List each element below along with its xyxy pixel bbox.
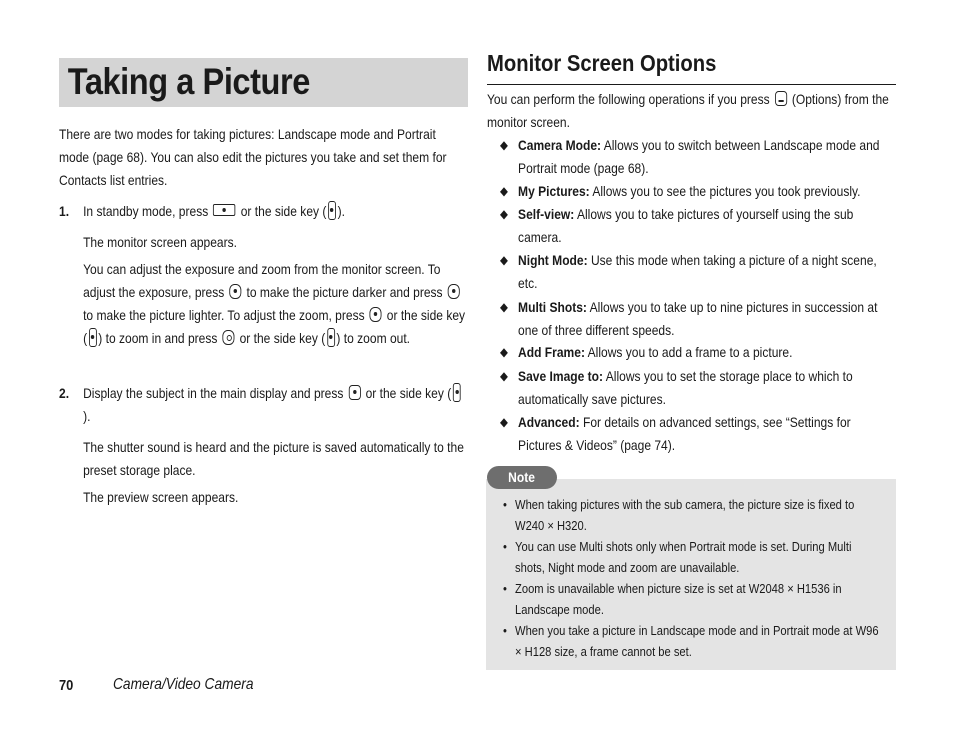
option-camera-mode <box>500 134 896 180</box>
option-desc: Allows you to switch between Landscape mode and Portrait mode (page 68). <box>518 137 880 176</box>
diamond-bullet-icon: ◆ <box>500 138 508 152</box>
step-1-detail <box>83 258 467 350</box>
step-text: You can adjust the exposure and zoom from the monitor screen. To adjust the exposure, press <box>83 261 441 300</box>
bullet-dot-icon: • <box>503 623 507 638</box>
page-number: 70 <box>59 677 74 694</box>
note-item <box>503 620 881 662</box>
heading-rule <box>487 84 896 85</box>
diamond-bullet-icon: ◆ <box>500 207 508 221</box>
left-nav-key-icon <box>229 284 241 299</box>
option-name: Self-view: <box>518 206 575 222</box>
options-intro <box>487 88 896 134</box>
option-advanced <box>500 411 896 457</box>
step-text: ) to zoom in and press <box>98 330 218 346</box>
side-key-up-icon <box>89 328 97 347</box>
option-self-view <box>500 203 896 249</box>
intro-text: You can perform the following operations if you press <box>487 91 770 107</box>
bullet-dot-icon: • <box>503 581 507 596</box>
option-name: Night Mode: <box>518 252 588 268</box>
side-key-icon <box>328 201 336 220</box>
option-desc: Allows you to set the storage place to which to automatically save pictures. <box>518 368 853 407</box>
option-name: Multi Shots: <box>518 299 587 315</box>
note-item <box>503 536 881 578</box>
step-text: or the side key ( <box>83 307 466 346</box>
step-1 <box>59 200 468 350</box>
right-nav-key-icon <box>448 284 460 299</box>
camera-key-icon <box>213 204 235 216</box>
down-nav-key-icon <box>222 330 234 345</box>
center-key-icon <box>348 385 360 400</box>
option-desc: Use this mode when taking a picture of a night scene, etc. <box>518 252 877 291</box>
section-heading: Monitor Screen Options <box>487 50 717 76</box>
step-number: 1. <box>59 203 70 219</box>
option-desc: Allows you to add a frame to a picture. <box>587 344 793 360</box>
note-item <box>503 578 881 620</box>
option-add-frame <box>500 341 896 364</box>
note-text: You can use Multi shots only when Portrait mode is set. During Multi shots, Night mode and zoom are unavailable. <box>515 539 852 575</box>
diamond-bullet-icon: ◆ <box>500 345 508 359</box>
step-2-result-2: The preview screen appears. <box>83 489 239 505</box>
option-multi-shots <box>500 296 896 342</box>
title-banner <box>59 58 468 107</box>
step-2-instruction <box>83 382 467 428</box>
option-desc: Allows you to take pictures of yourself using the sub camera. <box>518 206 854 245</box>
step-1-result: The monitor screen appears. <box>83 234 238 250</box>
note-text: Zoom is unavailable when picture size is set at W2048 × H1536 in Landscape mode. <box>515 581 842 617</box>
diamond-bullet-icon: ◆ <box>500 300 508 314</box>
note-label-text: Note <box>508 469 536 485</box>
step-text: or the side key ( <box>240 203 327 219</box>
note-text: When taking pictures with the sub camera, the picture size is fixed to W240 × H320. <box>515 497 855 533</box>
intro-text: (Options) from the monitor screen. <box>487 91 889 130</box>
step-text: or the side key ( <box>365 385 452 401</box>
up-nav-key-icon <box>370 307 382 322</box>
step-text: to make the picture darker and press <box>246 284 443 300</box>
step-2 <box>59 382 468 509</box>
diamond-bullet-icon: ◆ <box>500 184 508 198</box>
side-key-down-icon <box>327 328 335 347</box>
note-item <box>503 494 881 536</box>
step-text: or the side key ( <box>239 330 326 346</box>
option-desc: Allows you to see the pictures you took previously. <box>592 183 861 199</box>
option-name: Advanced: <box>518 414 580 430</box>
option-name: Save Image to: <box>518 368 604 384</box>
option-desc: Allows you to take up to nine pictures in succession at one of three different speeds. <box>518 299 878 338</box>
note-label <box>487 466 557 489</box>
diamond-bullet-icon: ◆ <box>500 369 508 383</box>
option-desc: For details on advanced settings, see “Settings for Pictures & Videos” (page 74). <box>518 414 851 453</box>
diamond-bullet-icon: ◆ <box>500 415 508 429</box>
note-text: When you take a picture in Landscape mode and in Portrait mode at W96 × H128 size, a frame cannot be set. <box>515 623 879 659</box>
option-night-mode <box>500 249 896 295</box>
option-name: Add Frame: <box>518 344 585 360</box>
step-2-result: The shutter sound is heard and the picture is saved automatically to the preset storage place. <box>83 439 464 478</box>
step-text: ) to zoom out. <box>336 330 411 346</box>
step-text: Display the subject in the main display and press <box>83 385 344 401</box>
options-softkey-icon <box>775 91 787 106</box>
intro-paragraph: There are two modes for taking pictures: Landscape mode and Portrait mode (page 68). You can also edit the pictures you take and set them for Contacts list entries. <box>59 126 447 188</box>
diamond-bullet-icon: ◆ <box>500 253 508 267</box>
section-name: Camera/Video Camera <box>113 676 254 693</box>
option-name: Camera Mode: <box>518 137 602 153</box>
side-key-icon <box>453 383 461 402</box>
step-text: ). <box>337 203 345 219</box>
option-name: My Pictures: <box>518 183 590 199</box>
step-1-instruction <box>83 200 467 223</box>
step-text: In standby mode, press <box>83 203 209 219</box>
bullet-dot-icon: • <box>503 497 507 512</box>
step-text: to make the picture lighter. To adjust the zoom, press <box>83 307 365 323</box>
bullet-dot-icon: • <box>503 539 507 554</box>
page-title: Taking a Picture <box>67 61 310 102</box>
option-save-image-to <box>500 365 896 411</box>
step-number: 2. <box>59 385 70 401</box>
step-text: ). <box>83 408 91 424</box>
option-my-pictures <box>500 180 896 203</box>
